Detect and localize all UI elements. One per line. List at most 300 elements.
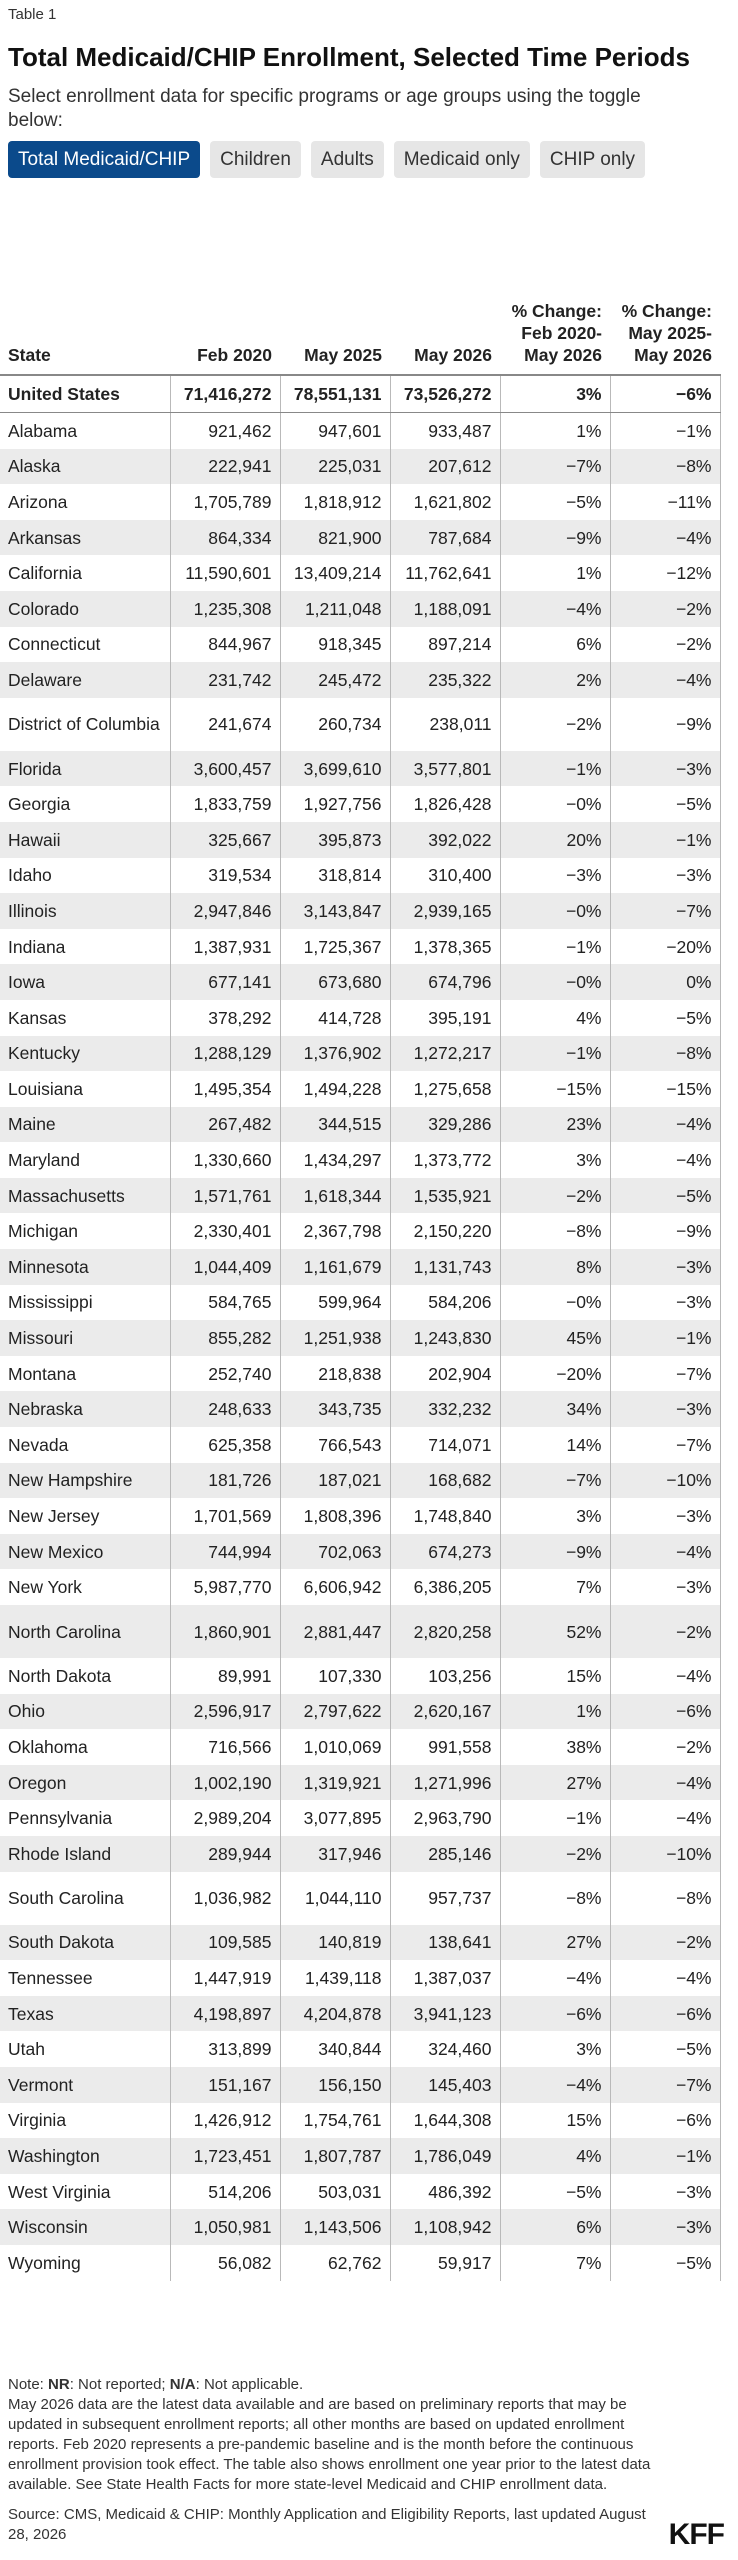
cell-may2026: 1,535,921	[390, 1178, 500, 1214]
cell-may2026: 1,373,772	[390, 1142, 500, 1178]
cell-state: United States	[0, 375, 170, 413]
column-header-pct-change-feb2020[interactable]: % Change: Feb 2020-May 2026	[500, 220, 610, 375]
cell-pct-change-feb2020: −4%	[500, 2067, 610, 2103]
cell-feb2020: 677,141	[170, 964, 280, 1000]
cell-pct-change-feb2020: 3%	[500, 1498, 610, 1534]
cell-pct-change-feb2020: 4%	[500, 1000, 610, 1036]
cell-may2026: 674,273	[390, 1534, 500, 1570]
cell-feb2020: 514,206	[170, 2174, 280, 2210]
cell-pct-change-feb2020: −9%	[500, 1534, 610, 1570]
enrollment-table-container[interactable]	[0, 220, 738, 2355]
cell-pct-change-feb2020: 6%	[500, 2209, 610, 2245]
cell-pct-change-feb2020: 23%	[500, 1107, 610, 1143]
cell-state: Vermont	[0, 2067, 170, 2103]
cell-pct-change-may2025: −9%	[610, 1213, 720, 1249]
table-row	[0, 1498, 720, 1534]
table-row	[0, 1036, 720, 1072]
cell-may2025: 1,618,344	[280, 1178, 390, 1214]
cell-may2025: 918,345	[280, 627, 390, 663]
source-note: Source: CMS, Medicaid & CHIP: Monthly Application and Eligibility Reports, last updated August 28, 2026	[8, 2506, 646, 2543]
table-row	[0, 1925, 720, 1961]
cell-pct-change-may2025: −8%	[610, 1872, 720, 1925]
cell-feb2020: 1,833,759	[170, 786, 280, 822]
cell-may2025: 13,409,214	[280, 555, 390, 591]
cell-pct-change-may2025: −6%	[610, 2103, 720, 2139]
cell-state: Minnesota	[0, 1249, 170, 1285]
table-row	[0, 1463, 720, 1499]
cell-feb2020: 325,667	[170, 822, 280, 858]
cell-pct-change-may2025: −2%	[610, 591, 720, 627]
toggle-medicaid-only[interactable]: Medicaid only	[394, 141, 530, 178]
cell-pct-change-feb2020: 15%	[500, 1658, 610, 1694]
cell-pct-change-feb2020: 4%	[500, 2138, 610, 2174]
cell-pct-change-feb2020: −5%	[500, 484, 610, 520]
cell-pct-change-may2025: −10%	[610, 1836, 720, 1872]
cell-state: Arizona	[0, 484, 170, 520]
cell-state: North Dakota	[0, 1658, 170, 1694]
cell-pct-change-may2025: −5%	[610, 2245, 720, 2281]
cell-may2026: 957,737	[390, 1872, 500, 1925]
cell-state: Tennessee	[0, 1960, 170, 1996]
column-header-may2025[interactable]: May 2025	[280, 220, 390, 375]
cell-feb2020: 1,571,761	[170, 1178, 280, 1214]
note-nr-text: : Not reported;	[69, 2376, 170, 2393]
cell-feb2020: 584,765	[170, 1285, 280, 1321]
table-row	[0, 520, 720, 556]
cell-may2026: 2,150,220	[390, 1213, 500, 1249]
cell-may2026: 991,558	[390, 1729, 500, 1765]
cell-pct-change-may2025: −6%	[610, 375, 720, 413]
cell-pct-change-feb2020: −7%	[500, 449, 610, 485]
cell-may2026: 145,403	[390, 2067, 500, 2103]
cell-pct-change-may2025: 0%	[610, 964, 720, 1000]
cell-may2025: 2,797,622	[280, 1694, 390, 1730]
cell-may2025: 2,367,798	[280, 1213, 390, 1249]
cell-may2025: 1,439,118	[280, 1960, 390, 1996]
table-row	[0, 2174, 720, 2210]
table-row	[0, 1320, 720, 1356]
cell-pct-change-may2025: −3%	[610, 1249, 720, 1285]
table-row	[0, 449, 720, 485]
cell-pct-change-feb2020: 14%	[500, 1427, 610, 1463]
cell-pct-change-may2025: −2%	[610, 1925, 720, 1961]
cell-state: Pennsylvania	[0, 1800, 170, 1836]
cell-pct-change-feb2020: −0%	[500, 786, 610, 822]
cell-feb2020: 56,082	[170, 2245, 280, 2281]
cell-may2025: 1,143,506	[280, 2209, 390, 2245]
cell-may2026: 2,963,790	[390, 1800, 500, 1836]
table-row	[0, 2067, 720, 2103]
cell-feb2020: 11,590,601	[170, 555, 280, 591]
table-row	[0, 1605, 720, 1658]
subtitle: Select enrollment data for specific programs or age groups using the toggle below:	[8, 86, 641, 131]
cell-state: Montana	[0, 1356, 170, 1392]
cell-feb2020: 716,566	[170, 1729, 280, 1765]
cell-pct-change-may2025: −3%	[610, 751, 720, 787]
cell-may2026: 73,526,272	[390, 375, 500, 413]
note-prefix: Note:	[8, 2376, 49, 2393]
cell-may2026: 1,243,830	[390, 1320, 500, 1356]
table-row	[0, 1960, 720, 1996]
table-body	[0, 375, 720, 2281]
cell-state: Oklahoma	[0, 1729, 170, 1765]
cell-feb2020: 844,967	[170, 627, 280, 663]
cell-state: Texas	[0, 1996, 170, 2032]
cell-may2026: 324,460	[390, 2031, 500, 2067]
cell-pct-change-feb2020: 3%	[500, 2031, 610, 2067]
cell-feb2020: 625,358	[170, 1427, 280, 1463]
cell-pct-change-feb2020: 45%	[500, 1320, 610, 1356]
cell-pct-change-may2025: −10%	[610, 1463, 720, 1499]
cell-pct-change-may2025: −4%	[610, 662, 720, 698]
cell-may2025: 3,077,895	[280, 1800, 390, 1836]
cell-feb2020: 1,447,919	[170, 1960, 280, 1996]
cell-feb2020: 1,705,789	[170, 484, 280, 520]
cell-pct-change-feb2020: −0%	[500, 964, 610, 1000]
cell-feb2020: 855,282	[170, 1320, 280, 1356]
cell-may2026: 1,275,658	[390, 1071, 500, 1107]
cell-may2025: 218,838	[280, 1356, 390, 1392]
table-row	[0, 1213, 720, 1249]
cell-pct-change-may2025: −4%	[610, 1800, 720, 1836]
cell-may2026: 395,191	[390, 1000, 500, 1036]
cell-feb2020: 1,387,931	[170, 929, 280, 965]
table-row	[0, 2138, 720, 2174]
page	[0, 0, 738, 178]
cell-state: Maine	[0, 1107, 170, 1143]
cell-pct-change-feb2020: 3%	[500, 375, 610, 413]
cell-may2025: 1,319,921	[280, 1765, 390, 1801]
cell-feb2020: 3,600,457	[170, 751, 280, 787]
table-row	[0, 1249, 720, 1285]
table-header-row	[0, 220, 720, 375]
cell-feb2020: 378,292	[170, 1000, 280, 1036]
cell-feb2020: 5,987,770	[170, 1569, 280, 1605]
cell-may2025: 1,010,069	[280, 1729, 390, 1765]
cell-pct-change-may2025: −8%	[610, 1036, 720, 1072]
cell-feb2020: 1,050,981	[170, 2209, 280, 2245]
cell-pct-change-may2025: −3%	[610, 1569, 720, 1605]
cell-state: Alaska	[0, 449, 170, 485]
cell-may2025: 414,728	[280, 1000, 390, 1036]
cell-feb2020: 1,330,660	[170, 1142, 280, 1178]
cell-feb2020: 2,330,401	[170, 1213, 280, 1249]
cell-pct-change-may2025: −7%	[610, 2067, 720, 2103]
note-na-text: : Not applicable.	[195, 2376, 304, 2393]
cell-pct-change-feb2020: −8%	[500, 1872, 610, 1925]
cell-may2025: 6,606,942	[280, 1569, 390, 1605]
cell-may2026: 1,826,428	[390, 786, 500, 822]
cell-may2026: 392,022	[390, 822, 500, 858]
cell-may2025: 317,946	[280, 1836, 390, 1872]
cell-state: District of Columbia	[0, 698, 170, 751]
table-row	[0, 1800, 720, 1836]
column-header-may2026[interactable]: May 2026	[390, 220, 500, 375]
cell-may2025: 344,515	[280, 1107, 390, 1143]
note-abbreviations	[8, 2375, 658, 2395]
cell-may2026: 3,941,123	[390, 1996, 500, 2032]
table-row	[0, 1694, 720, 1730]
cell-may2025: 1,494,228	[280, 1071, 390, 1107]
cell-may2025: 1,818,912	[280, 484, 390, 520]
cell-state: Florida	[0, 751, 170, 787]
cell-state: Mississippi	[0, 1285, 170, 1321]
cell-pct-change-may2025: −3%	[610, 2174, 720, 2210]
cell-feb2020: 1,036,982	[170, 1872, 280, 1925]
cell-may2026: 1,378,365	[390, 929, 500, 965]
cell-may2026: 6,386,205	[390, 1569, 500, 1605]
cell-may2026: 310,400	[390, 858, 500, 894]
cell-may2026: 59,917	[390, 2245, 500, 2281]
toggle-total[interactable]: Total Medicaid/CHIP	[8, 141, 200, 178]
cell-may2025: 1,161,679	[280, 1249, 390, 1285]
cell-may2026: 1,748,840	[390, 1498, 500, 1534]
cell-state: Kansas	[0, 1000, 170, 1036]
cell-may2025: 599,964	[280, 1285, 390, 1321]
cell-may2026: 1,786,049	[390, 2138, 500, 2174]
cell-may2026: 3,577,801	[390, 751, 500, 787]
cell-may2026: 332,232	[390, 1391, 500, 1427]
cell-may2026: 1,131,743	[390, 1249, 500, 1285]
cell-feb2020: 1,235,308	[170, 591, 280, 627]
cell-state: Ohio	[0, 1694, 170, 1730]
cell-may2026: 11,762,641	[390, 555, 500, 591]
cell-may2025: 318,814	[280, 858, 390, 894]
cell-pct-change-feb2020: −5%	[500, 2174, 610, 2210]
cell-pct-change-feb2020: 7%	[500, 2245, 610, 2281]
page-title: Total Medicaid/CHIP Enrollment, Selected Time Periods	[8, 42, 690, 72]
cell-may2025: 673,680	[280, 964, 390, 1000]
cell-feb2020: 4,198,897	[170, 1996, 280, 2032]
cell-may2025: 343,735	[280, 1391, 390, 1427]
table-row	[0, 786, 720, 822]
cell-feb2020: 222,941	[170, 449, 280, 485]
table-row	[0, 591, 720, 627]
cell-may2026: 2,820,258	[390, 1605, 500, 1658]
cell-feb2020: 1,860,901	[170, 1605, 280, 1658]
cell-may2026: 103,256	[390, 1658, 500, 1694]
cell-pct-change-may2025: −3%	[610, 1391, 720, 1427]
cell-may2026: 714,071	[390, 1427, 500, 1463]
table-row	[0, 1729, 720, 1765]
cell-state: California	[0, 555, 170, 591]
cell-may2026: 897,214	[390, 627, 500, 663]
table-row	[0, 413, 720, 449]
table-row	[0, 1658, 720, 1694]
cell-pct-change-may2025: −3%	[610, 1498, 720, 1534]
toggle-adults[interactable]: Adults	[311, 141, 384, 178]
cell-pct-change-may2025: −8%	[610, 449, 720, 485]
note-nr: NR	[48, 2376, 70, 2393]
cell-pct-change-may2025: −3%	[610, 1285, 720, 1321]
cell-feb2020: 1,002,190	[170, 1765, 280, 1801]
table-row	[0, 2103, 720, 2139]
note-body: May 2026 data are the latest data available and are based on preliminary reports that may be updated in subsequent enrollment reports; all other months are based on updated enrollment reports. Feb 2020 represents a pre-pandemic baseline and is the month before the continuous enrollment provision took effect. The table also shows enrollment one year prior to the latest data available. See State Health Facts for more state-level Medicaid and CHIP enrollment data.	[8, 2396, 651, 2493]
cell-feb2020: 319,534	[170, 858, 280, 894]
cell-may2026: 202,904	[390, 1356, 500, 1392]
cell-state: North Carolina	[0, 1605, 170, 1658]
cell-may2025: 766,543	[280, 1427, 390, 1463]
cell-may2025: 1,807,787	[280, 2138, 390, 2174]
table-row	[0, 698, 720, 751]
table-row	[0, 662, 720, 698]
cell-may2026: 2,620,167	[390, 1694, 500, 1730]
cell-state: Louisiana	[0, 1071, 170, 1107]
cell-feb2020: 252,740	[170, 1356, 280, 1392]
cell-feb2020: 2,596,917	[170, 1694, 280, 1730]
cell-pct-change-may2025: −5%	[610, 1178, 720, 1214]
table-row	[0, 1427, 720, 1463]
toggle-children[interactable]: Children	[210, 141, 301, 178]
cell-state: Michigan	[0, 1213, 170, 1249]
cell-pct-change-feb2020: 20%	[500, 822, 610, 858]
cell-pct-change-may2025: −11%	[610, 484, 720, 520]
cell-feb2020: 744,994	[170, 1534, 280, 1570]
cell-state: Oregon	[0, 1765, 170, 1801]
cell-pct-change-may2025: −5%	[610, 786, 720, 822]
cell-may2025: 702,063	[280, 1534, 390, 1570]
cell-pct-change-may2025: −6%	[610, 1996, 720, 2032]
cell-may2025: 1,725,367	[280, 929, 390, 965]
cell-may2026: 1,621,802	[390, 484, 500, 520]
cell-state: Kentucky	[0, 1036, 170, 1072]
cell-may2026: 235,322	[390, 662, 500, 698]
cell-may2026: 1,387,037	[390, 1960, 500, 1996]
cell-feb2020: 1,495,354	[170, 1071, 280, 1107]
cell-state: Iowa	[0, 964, 170, 1000]
column-header-pct-change-may2025[interactable]: % Change: May 2025-May 2026	[610, 220, 720, 375]
cell-state: Delaware	[0, 662, 170, 698]
cell-may2025: 2,881,447	[280, 1605, 390, 1658]
cell-feb2020: 181,726	[170, 1463, 280, 1499]
cell-feb2020: 267,482	[170, 1107, 280, 1143]
table-row	[0, 1996, 720, 2032]
table-row	[0, 627, 720, 663]
table-row	[0, 1107, 720, 1143]
cell-state: Virginia	[0, 2103, 170, 2139]
note-na: N/A	[169, 2376, 196, 2393]
cell-feb2020: 921,462	[170, 413, 280, 449]
cell-may2025: 947,601	[280, 413, 390, 449]
cell-pct-change-may2025: −4%	[610, 1142, 720, 1178]
cell-pct-change-feb2020: 38%	[500, 1729, 610, 1765]
cell-pct-change-feb2020: −2%	[500, 1178, 610, 1214]
cell-state: Utah	[0, 2031, 170, 2067]
cell-pct-change-feb2020: 6%	[500, 627, 610, 663]
cell-may2025: 225,031	[280, 449, 390, 485]
cell-state: New York	[0, 1569, 170, 1605]
column-header-feb2020[interactable]: Feb 2020	[170, 220, 280, 375]
cell-pct-change-may2025: −2%	[610, 1729, 720, 1765]
cell-pct-change-feb2020: −8%	[500, 1213, 610, 1249]
cell-state: Massachusetts	[0, 1178, 170, 1214]
cell-pct-change-may2025: −7%	[610, 1427, 720, 1463]
cell-may2025: 1,044,110	[280, 1872, 390, 1925]
cell-may2026: 238,011	[390, 698, 500, 751]
cell-pct-change-may2025: −4%	[610, 1765, 720, 1801]
cell-feb2020: 2,947,846	[170, 893, 280, 929]
cell-pct-change-may2025: −7%	[610, 1356, 720, 1392]
cell-may2025: 340,844	[280, 2031, 390, 2067]
cell-feb2020: 313,899	[170, 2031, 280, 2067]
table-row	[0, 1391, 720, 1427]
table-row	[0, 858, 720, 894]
cell-state: Georgia	[0, 786, 170, 822]
cell-may2025: 1,251,938	[280, 1320, 390, 1356]
cell-pct-change-feb2020: 3%	[500, 1142, 610, 1178]
cell-feb2020: 241,674	[170, 698, 280, 751]
cell-feb2020: 1,426,912	[170, 2103, 280, 2139]
cell-may2025: 187,021	[280, 1463, 390, 1499]
cell-may2025: 4,204,878	[280, 1996, 390, 2032]
cell-pct-change-may2025: −2%	[610, 1605, 720, 1658]
cell-pct-change-may2025: −4%	[610, 520, 720, 556]
cell-state: Colorado	[0, 591, 170, 627]
cell-pct-change-may2025: −15%	[610, 1071, 720, 1107]
cell-pct-change-may2025: −1%	[610, 2138, 720, 2174]
toggle-chip-only[interactable]: CHIP only	[540, 141, 645, 178]
table-row	[0, 964, 720, 1000]
cell-may2025: 1,927,756	[280, 786, 390, 822]
cell-pct-change-may2025: −5%	[610, 2031, 720, 2067]
cell-pct-change-may2025: −3%	[610, 858, 720, 894]
cell-may2026: 933,487	[390, 413, 500, 449]
cell-may2025: 1,211,048	[280, 591, 390, 627]
cell-pct-change-feb2020: 7%	[500, 1569, 610, 1605]
table-row	[0, 929, 720, 965]
cell-pct-change-may2025: −20%	[610, 929, 720, 965]
cell-pct-change-feb2020: −1%	[500, 929, 610, 965]
cell-state: Nevada	[0, 1427, 170, 1463]
cell-state: Arkansas	[0, 520, 170, 556]
cell-state: New Mexico	[0, 1534, 170, 1570]
cell-may2025: 3,143,847	[280, 893, 390, 929]
cell-may2025: 78,551,131	[280, 375, 390, 413]
cell-may2026: 1,644,308	[390, 2103, 500, 2139]
table-row	[0, 1000, 720, 1036]
cell-may2025: 395,873	[280, 822, 390, 858]
table-row	[0, 751, 720, 787]
cell-state: Hawaii	[0, 822, 170, 858]
table-row	[0, 375, 720, 413]
cell-may2025: 3,699,610	[280, 751, 390, 787]
cell-pct-change-may2025: −1%	[610, 1320, 720, 1356]
column-header-state[interactable]: State	[0, 220, 170, 375]
cell-pct-change-feb2020: −7%	[500, 1463, 610, 1499]
cell-pct-change-may2025: −4%	[610, 1107, 720, 1143]
cell-state: Rhode Island	[0, 1836, 170, 1872]
table-row	[0, 1356, 720, 1392]
table-row	[0, 1142, 720, 1178]
cell-pct-change-feb2020: −4%	[500, 591, 610, 627]
cell-may2026: 486,392	[390, 2174, 500, 2210]
cell-pct-change-feb2020: 2%	[500, 662, 610, 698]
notes	[8, 2375, 658, 2545]
cell-may2025: 1,808,396	[280, 1498, 390, 1534]
cell-state: Washington	[0, 2138, 170, 2174]
table-row	[0, 2209, 720, 2245]
cell-may2025: 62,762	[280, 2245, 390, 2281]
table-row	[0, 484, 720, 520]
cell-state: Wyoming	[0, 2245, 170, 2281]
table-row	[0, 2245, 720, 2281]
enrollment-table	[0, 220, 721, 2281]
cell-feb2020: 289,944	[170, 1836, 280, 1872]
cell-may2026: 1,108,942	[390, 2209, 500, 2245]
cell-may2026: 168,682	[390, 1463, 500, 1499]
cell-state: Illinois	[0, 893, 170, 929]
cell-pct-change-may2025: −4%	[610, 1658, 720, 1694]
